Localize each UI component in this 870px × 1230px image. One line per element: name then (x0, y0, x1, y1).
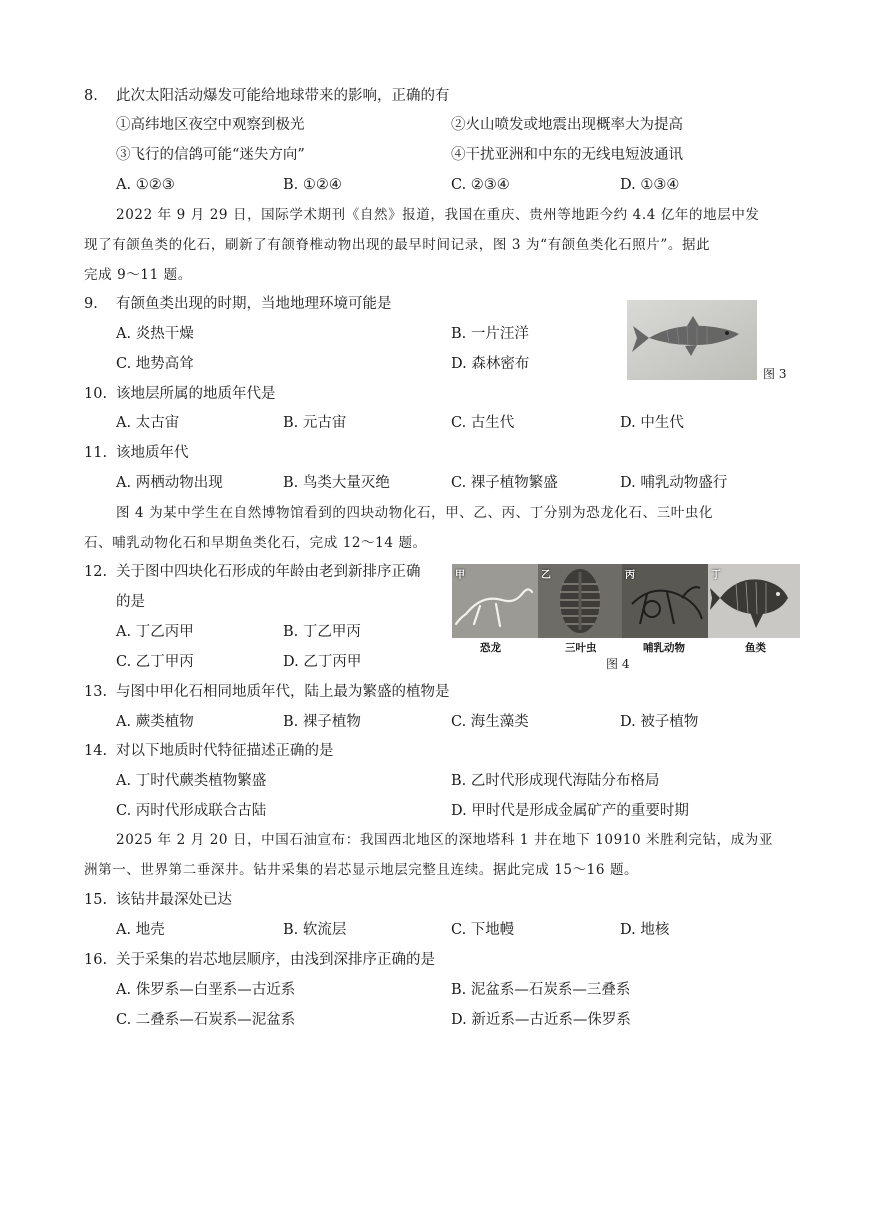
q10-option-a: A. 太古宙 (116, 415, 180, 431)
q12-option-a: A. 丁乙丙甲 (116, 624, 194, 640)
label-mammal: 哺乳动物 (643, 642, 685, 654)
panel-letter-bing: 丙 (625, 570, 635, 581)
q15-number: 15. (84, 892, 108, 908)
q16-option-d: D. 新近系—古近系—侏罗系 (451, 1012, 631, 1028)
q14-number: 14. (84, 743, 108, 759)
figure3-caption: 图 3 (763, 367, 787, 381)
q10-option-d: D. 中生代 (620, 415, 684, 431)
panel-letter-yi: 乙 (541, 570, 551, 581)
q15-option-b: B. 软流层 (283, 922, 347, 938)
q8-item-4: ④干扰亚洲和中东的无线电短波通讯 (451, 147, 683, 163)
q8-option-d: D. ①③④ (620, 177, 680, 193)
fish-fossil-photo (627, 300, 757, 380)
q16-option-a: A. 侏罗系—白垩系—古近系 (116, 982, 296, 998)
q12-option-d: D. 乙丁丙甲 (283, 654, 362, 670)
q16-option-b: B. 泥盆系—石炭系—三叠系 (451, 982, 631, 998)
passage3-line-1: 2025 年 2 月 20 日，中国石油宣布：我国西北地区的深地塔科 1 井在地下 10910 米胜利完钻，成为亚 (116, 832, 773, 848)
q12-stem-line-1: 关于图中四块化石形成的年龄由老到新排序正确 (116, 564, 421, 580)
passage1-line-1: 2022 年 9 月 29 日，国际学术期刊《自然》报道，我国在重庆、贵州等地距今约 4.4 亿年的地层中发 (116, 207, 760, 223)
figure4-caption: 图 4 (606, 657, 630, 671)
q9-option-c: C. 地势高耸 (116, 356, 194, 372)
q8-option-b: B. ①②④ (283, 177, 342, 193)
label-fish: 鱼类 (745, 642, 766, 654)
q8-stem: 此次太阳活动爆发可能给地球带来的影响，正确的有 (116, 88, 450, 104)
q16-number: 16. (84, 952, 108, 968)
q9-number: 9. (84, 296, 98, 312)
q11-option-a: A. 两栖动物出现 (116, 475, 223, 491)
q15-option-d: D. 地核 (620, 922, 670, 938)
q9-option-a: A. 炎热干燥 (116, 326, 194, 342)
q10-stem: 该地层所属的地质年代是 (116, 386, 276, 402)
q13-option-c: C. 海生藻类 (451, 714, 529, 730)
passage1-line-3: 完成 9～11 题。 (84, 267, 192, 283)
passage3-line-2: 洲第一、世界第二垂深井。钻井采集的岩芯显示地层完整且连续。据此完成 15～16 题。 (84, 862, 639, 878)
q11-stem: 该地质年代 (116, 445, 189, 461)
q11-number: 11. (84, 445, 108, 461)
q14-option-b: B. 乙时代形成现代海陆分布格局 (451, 773, 660, 789)
q13-number: 13. (84, 684, 108, 700)
q15-stem: 该钻井最深处已达 (116, 892, 232, 908)
q12-option-b: B. 丁乙甲丙 (283, 624, 361, 640)
passage1-line-2: 现了有颌鱼类的化石，刷新了有颌脊椎动物出现的最早时间记录，图 3 为“有颌鱼类化石照片”。据此 (84, 237, 711, 253)
q15-option-c: C. 下地幔 (451, 922, 515, 938)
q9-option-b: B. 一片汪洋 (451, 326, 529, 342)
q9-option-d: D. 森林密布 (451, 356, 530, 372)
q10-number: 10. (84, 386, 108, 402)
q14-stem: 对以下地质时代特征描述正确的是 (116, 743, 334, 759)
label-dinosaur: 恐龙 (480, 642, 501, 654)
q13-option-d: D. 被子植物 (620, 714, 699, 730)
q14-option-a: A. 丁时代蕨类植物繁盛 (116, 773, 267, 789)
q8-item-3: ③飞行的信鸽可能“迷失方向” (116, 147, 305, 163)
panel-letter-jia: 甲 (455, 570, 465, 581)
q8-number: 8. (84, 88, 98, 104)
q12-number: 12. (84, 564, 108, 580)
q16-stem: 关于采集的岩芯地层顺序，由浅到深排序正确的是 (116, 952, 435, 968)
q9-stem: 有颌鱼类出现的时期，当地地理环境可能是 (116, 296, 392, 312)
q8-option-c: C. ②③④ (451, 177, 510, 193)
panel-letter-ding: 丁 (711, 570, 721, 581)
q12-option-c: C. 乙丁甲丙 (116, 654, 194, 670)
label-trilobite: 三叶虫 (565, 642, 597, 654)
passage2-line-1: 图 4 为某中学生在自然博物馆看到的四块动物化石，甲、乙、丙、丁分别为恐龙化石、三叶虫化 (116, 505, 714, 521)
q11-option-c: C. 裸子植物繁盛 (451, 475, 558, 491)
q14-option-d: D. 甲时代是形成金属矿产的重要时期 (451, 803, 689, 819)
q10-option-b: B. 元古宙 (283, 415, 347, 431)
q8-option-a: A. ①②③ (116, 177, 175, 193)
q11-option-d: D. 哺乳动物盛行 (620, 475, 728, 491)
q13-stem: 与图中甲化石相同地质年代，陆上最为繁盛的植物是 (116, 684, 450, 700)
q16-option-c: C. 二叠系—石炭系—泥盆系 (116, 1012, 296, 1028)
q11-option-b: B. 鸟类大量灭绝 (283, 475, 390, 491)
q13-option-b: B. 裸子植物 (283, 714, 361, 730)
passage2-line-2: 石、哺乳动物化石和早期鱼类化石，完成 12～14 题。 (84, 535, 427, 551)
q12-stem-line-2: 的是 (116, 594, 145, 610)
q10-option-c: C. 古生代 (451, 415, 515, 431)
q8-item-1: ①高纬地区夜空中观察到极光 (116, 117, 305, 133)
q14-option-c: C. 丙时代形成联合古陆 (116, 803, 267, 819)
q13-option-a: A. 蕨类植物 (116, 714, 194, 730)
q8-item-2: ②火山喷发或地震出现概率大为提高 (451, 117, 683, 133)
q15-option-a: A. 地壳 (116, 922, 165, 938)
